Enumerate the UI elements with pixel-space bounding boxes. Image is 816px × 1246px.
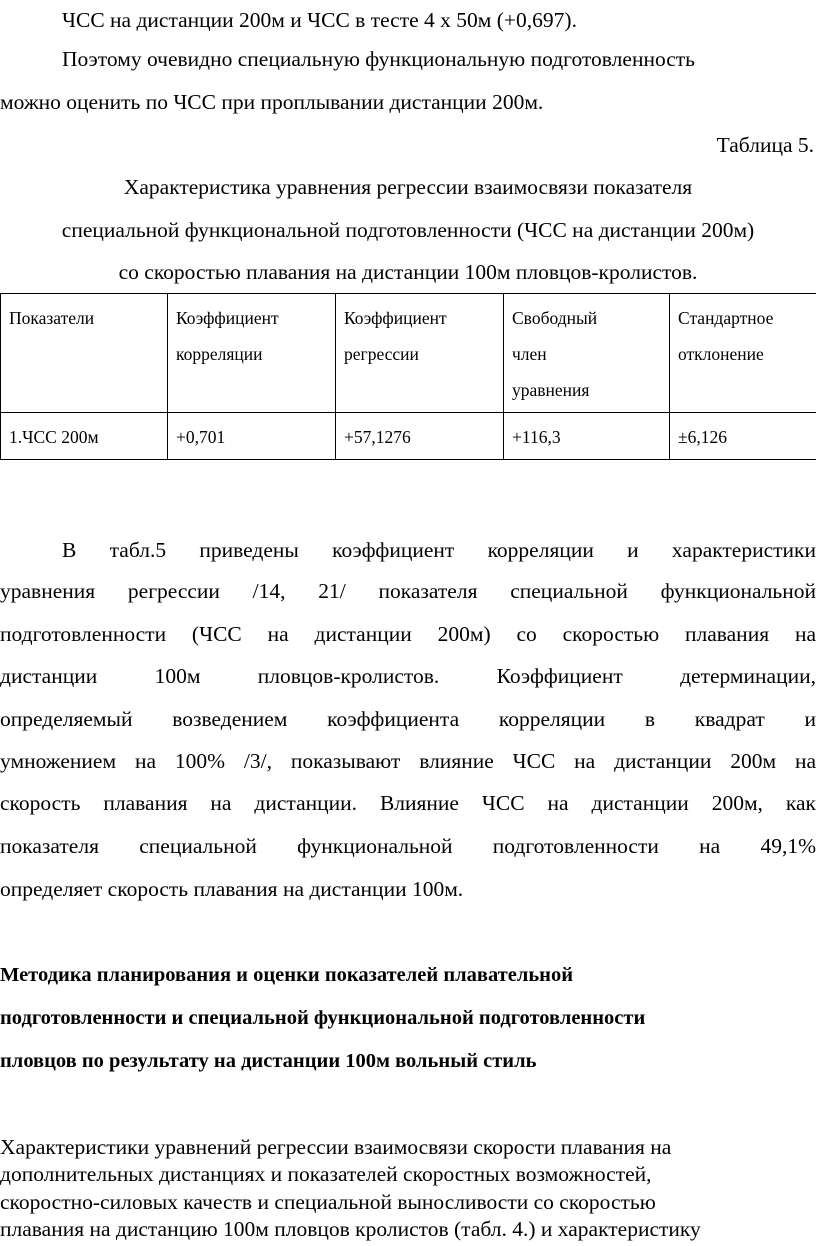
paragraph-line: уравнения регрессии /14, 21/ показателя специальной функциональной xyxy=(0,579,816,603)
heading-line-1: Методика планирования и оценки показателей плавательной xyxy=(0,964,574,986)
paragraph-line: определяет скорость плавания на дистанции 100м. xyxy=(0,877,464,901)
table-cell: +116,3 xyxy=(504,413,670,460)
table-cell: ±6,126 xyxy=(670,413,816,460)
final-line-4: плавания на дистанцию 100м пловцов кролистов (табл. 4.) и характеристику xyxy=(0,1217,701,1241)
final-line-2: дополнительных дистанциях и показателей скоростных возможностей, xyxy=(0,1162,652,1186)
table-caption-line-1: Характеристика уравнения регрессии взаимосвязи показателя xyxy=(123,175,693,199)
intro-line-1: ЧСС на дистанции 200м и ЧСС в тесте 4 х 50м (+0,697). xyxy=(62,8,577,32)
intro-line-3: можно оценить по ЧСС при проплывании дистанции 200м. xyxy=(0,90,544,114)
table-row xyxy=(1,413,816,460)
paragraph-line: подготовленности (ЧСС на дистанции 200м) со скоростью плавания на xyxy=(0,622,816,646)
table-cell: 1.ЧСС 200м xyxy=(1,413,168,460)
paragraph-line: В табл.5 приведены коэффициент корреляции и характеристики xyxy=(62,538,816,562)
table-caption-line-2: специальной функциональной подготовленности (ЧСС на дистанции 200м) xyxy=(61,218,755,242)
paragraph-line: определяемый возведением коэффициента корреляции в квадрат и xyxy=(0,707,816,731)
table-label: Таблица 5. xyxy=(716,133,814,157)
header-cell-intercept: Свободный член уравнения xyxy=(504,294,670,413)
table-caption-line-3: со скоростью плавания на дистанции 100м пловцов-кролистов. xyxy=(118,260,698,284)
header-cell-std-deviation: Стандартное отклонение xyxy=(670,294,816,413)
final-line-1: Характеристики уравнений регрессии взаимосвязи скорости плавания на xyxy=(0,1135,672,1159)
final-line-3: скоростно-силовых качеств и специальной выносливости со скоростью xyxy=(0,1190,656,1214)
heading-line-2: подготовленности и специальной функциональной подготовленности xyxy=(0,1007,646,1029)
table-cell: +57,1276 xyxy=(336,413,504,460)
intro-line-2: Поэтому очевидно специальную функциональную подготовленность xyxy=(62,47,695,71)
paragraph-line: скорость плавания на дистанции. Влияние ЧСС на дистанции 200м, как xyxy=(0,791,816,815)
table-header-row xyxy=(1,294,816,413)
header-cell-indicator: Показатели xyxy=(1,294,168,413)
table-cell: +0,701 xyxy=(168,413,336,460)
header-cell-correlation: Коэффициент корреляции xyxy=(168,294,336,413)
header-cell-regression: Коэффициент регрессии xyxy=(336,294,504,413)
paragraph-line: умножением на 100% /3/, показывают влияние ЧСС на дистанции 200м на xyxy=(0,749,816,773)
paragraph-line: показателя специальной функциональной подготовленности на 49,1% xyxy=(0,834,816,858)
paragraph-line: дистанции 100м пловцов-кролистов. Коэффициент детерминации, xyxy=(0,664,816,688)
heading-line-3: пловцов по результату на дистанции 100м вольный стиль xyxy=(0,1050,537,1072)
regression-table xyxy=(0,293,816,460)
